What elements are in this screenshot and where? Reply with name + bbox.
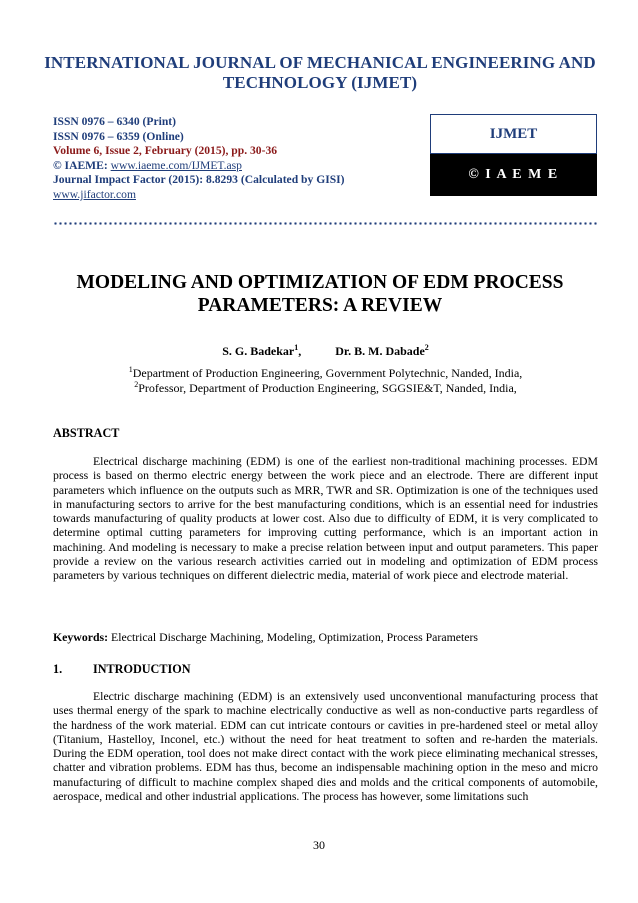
paper-title-line2: PARAMETERS: A REVIEW [197, 295, 443, 316]
section-number: 1. [53, 662, 63, 676]
impact-factor: Journal Impact Factor (2015): 8.8293 (Calculated by GISI) [53, 173, 345, 187]
jifactor-link[interactable]: www.jifactor.com [53, 187, 136, 201]
keywords [53, 630, 598, 645]
abstract-heading: ABSTRACT [53, 426, 120, 440]
journal-title-line1: INTERNATIONAL JOURNAL OF MECHANICAL ENGINEERING AND [44, 53, 596, 72]
volume-issue: Volume 6, Issue 2, February (2015), pp. 30-36 [53, 144, 278, 158]
iaeme-line [53, 159, 393, 174]
author-1-affiliation-mark: 1 [294, 343, 299, 352]
issn-online: ISSN 0976 – 6359 (Online) [53, 129, 184, 143]
abstract-text: Electrical discharge machining (EDM) is one of the earliest non-traditional machining processes. EDM process is based on thermo electric energy between the work piece and an electrode. There are different input parameters which influence on the outputs such as MRR, TWR and SR. Optimization is one of the techniques used in manufacturing sectors to arrive for the best manufacturing conditions, which is an essential need for industries towards manufacturing of quality products at lower cost. Also due to difficulty of EDM, it is very complicated to determine optimal cutting parameters for improving cutting performance, which is an important action in machining. And modeling is necessary to make a precise relation between input and output parameters. This paper provide a review on the various research activities carried out in modeling and optimization of EDM process parameters by various techniques on different dielectric media, material of work piece and electrode material. [53, 455, 598, 583]
author-1: S. G. Badekar [222, 344, 295, 358]
affiliation-2-mark: 2 [134, 380, 139, 389]
affiliation-1 [53, 365, 598, 381]
iaeme-prefix: © IAEME: [53, 158, 111, 172]
dotted-divider [53, 222, 598, 225]
author-2-affiliation-mark: 2 [424, 343, 429, 352]
keywords-label: Keywords: [53, 630, 109, 644]
section-title: INTRODUCTION [93, 662, 191, 676]
paper-title [50, 271, 590, 317]
journal-title [40, 53, 600, 93]
authors [53, 343, 598, 359]
paper-title-line1: MODELING AND OPTIMIZATION OF EDM PROCESS [76, 272, 564, 293]
page-number: 30 [313, 838, 325, 852]
introduction-text: Electric discharge machining (EDM) is an extensively used unconventional manufacturing process that uses thermal energy of the spark to machine electrically conductive as well as non-conductive parts regardless of the hardness of the work material. EDM can cut intricate contours or cavities in pre-hardened steel or metal alloy (Titanium, Hastelloy, Inconel, etc.) without the need for heat treatment to soften and re-harden the materials. During the EDM operation, tool does not make direct contact with the work piece eliminating mechanical stresses, chatter and vibration problems. EDM has thus, become an indispensable machining option in the meso and micro manufacturing of difficult to machine complex shaped dies and molds and the critical components of automobile, aerospace, medical and other industrial applications. The process has however, some limitations such [53, 690, 598, 804]
affiliation-1-mark: 1 [128, 365, 133, 374]
author-separator: , [298, 344, 302, 358]
affiliation-2 [53, 380, 598, 396]
journal-metadata [53, 115, 393, 203]
journal-title-line2: TECHNOLOGY (IJMET) [222, 73, 418, 92]
affiliation-1-text: Department of Production Engineering, Government Polytechnic, Nanded, India, [132, 366, 523, 380]
iaeme-link[interactable]: www.iaeme.com/IJMET.asp [110, 158, 242, 172]
issn-print: ISSN 0976 – 6340 (Print) [53, 115, 177, 128]
iaeme-logo-box: © I A E M E [430, 154, 597, 196]
keywords-text: Electrical Discharge Machining, Modeling, Optimization, Process Parameters [108, 630, 479, 644]
ijmet-logo-box: IJMET [430, 114, 597, 154]
affiliation-2-text: Professor, Department of Production Engineering, SGGSIE&T, Nanded, India, [138, 381, 517, 395]
introduction-heading [53, 662, 191, 677]
author-2: Dr. B. M. Dabade [335, 344, 425, 358]
